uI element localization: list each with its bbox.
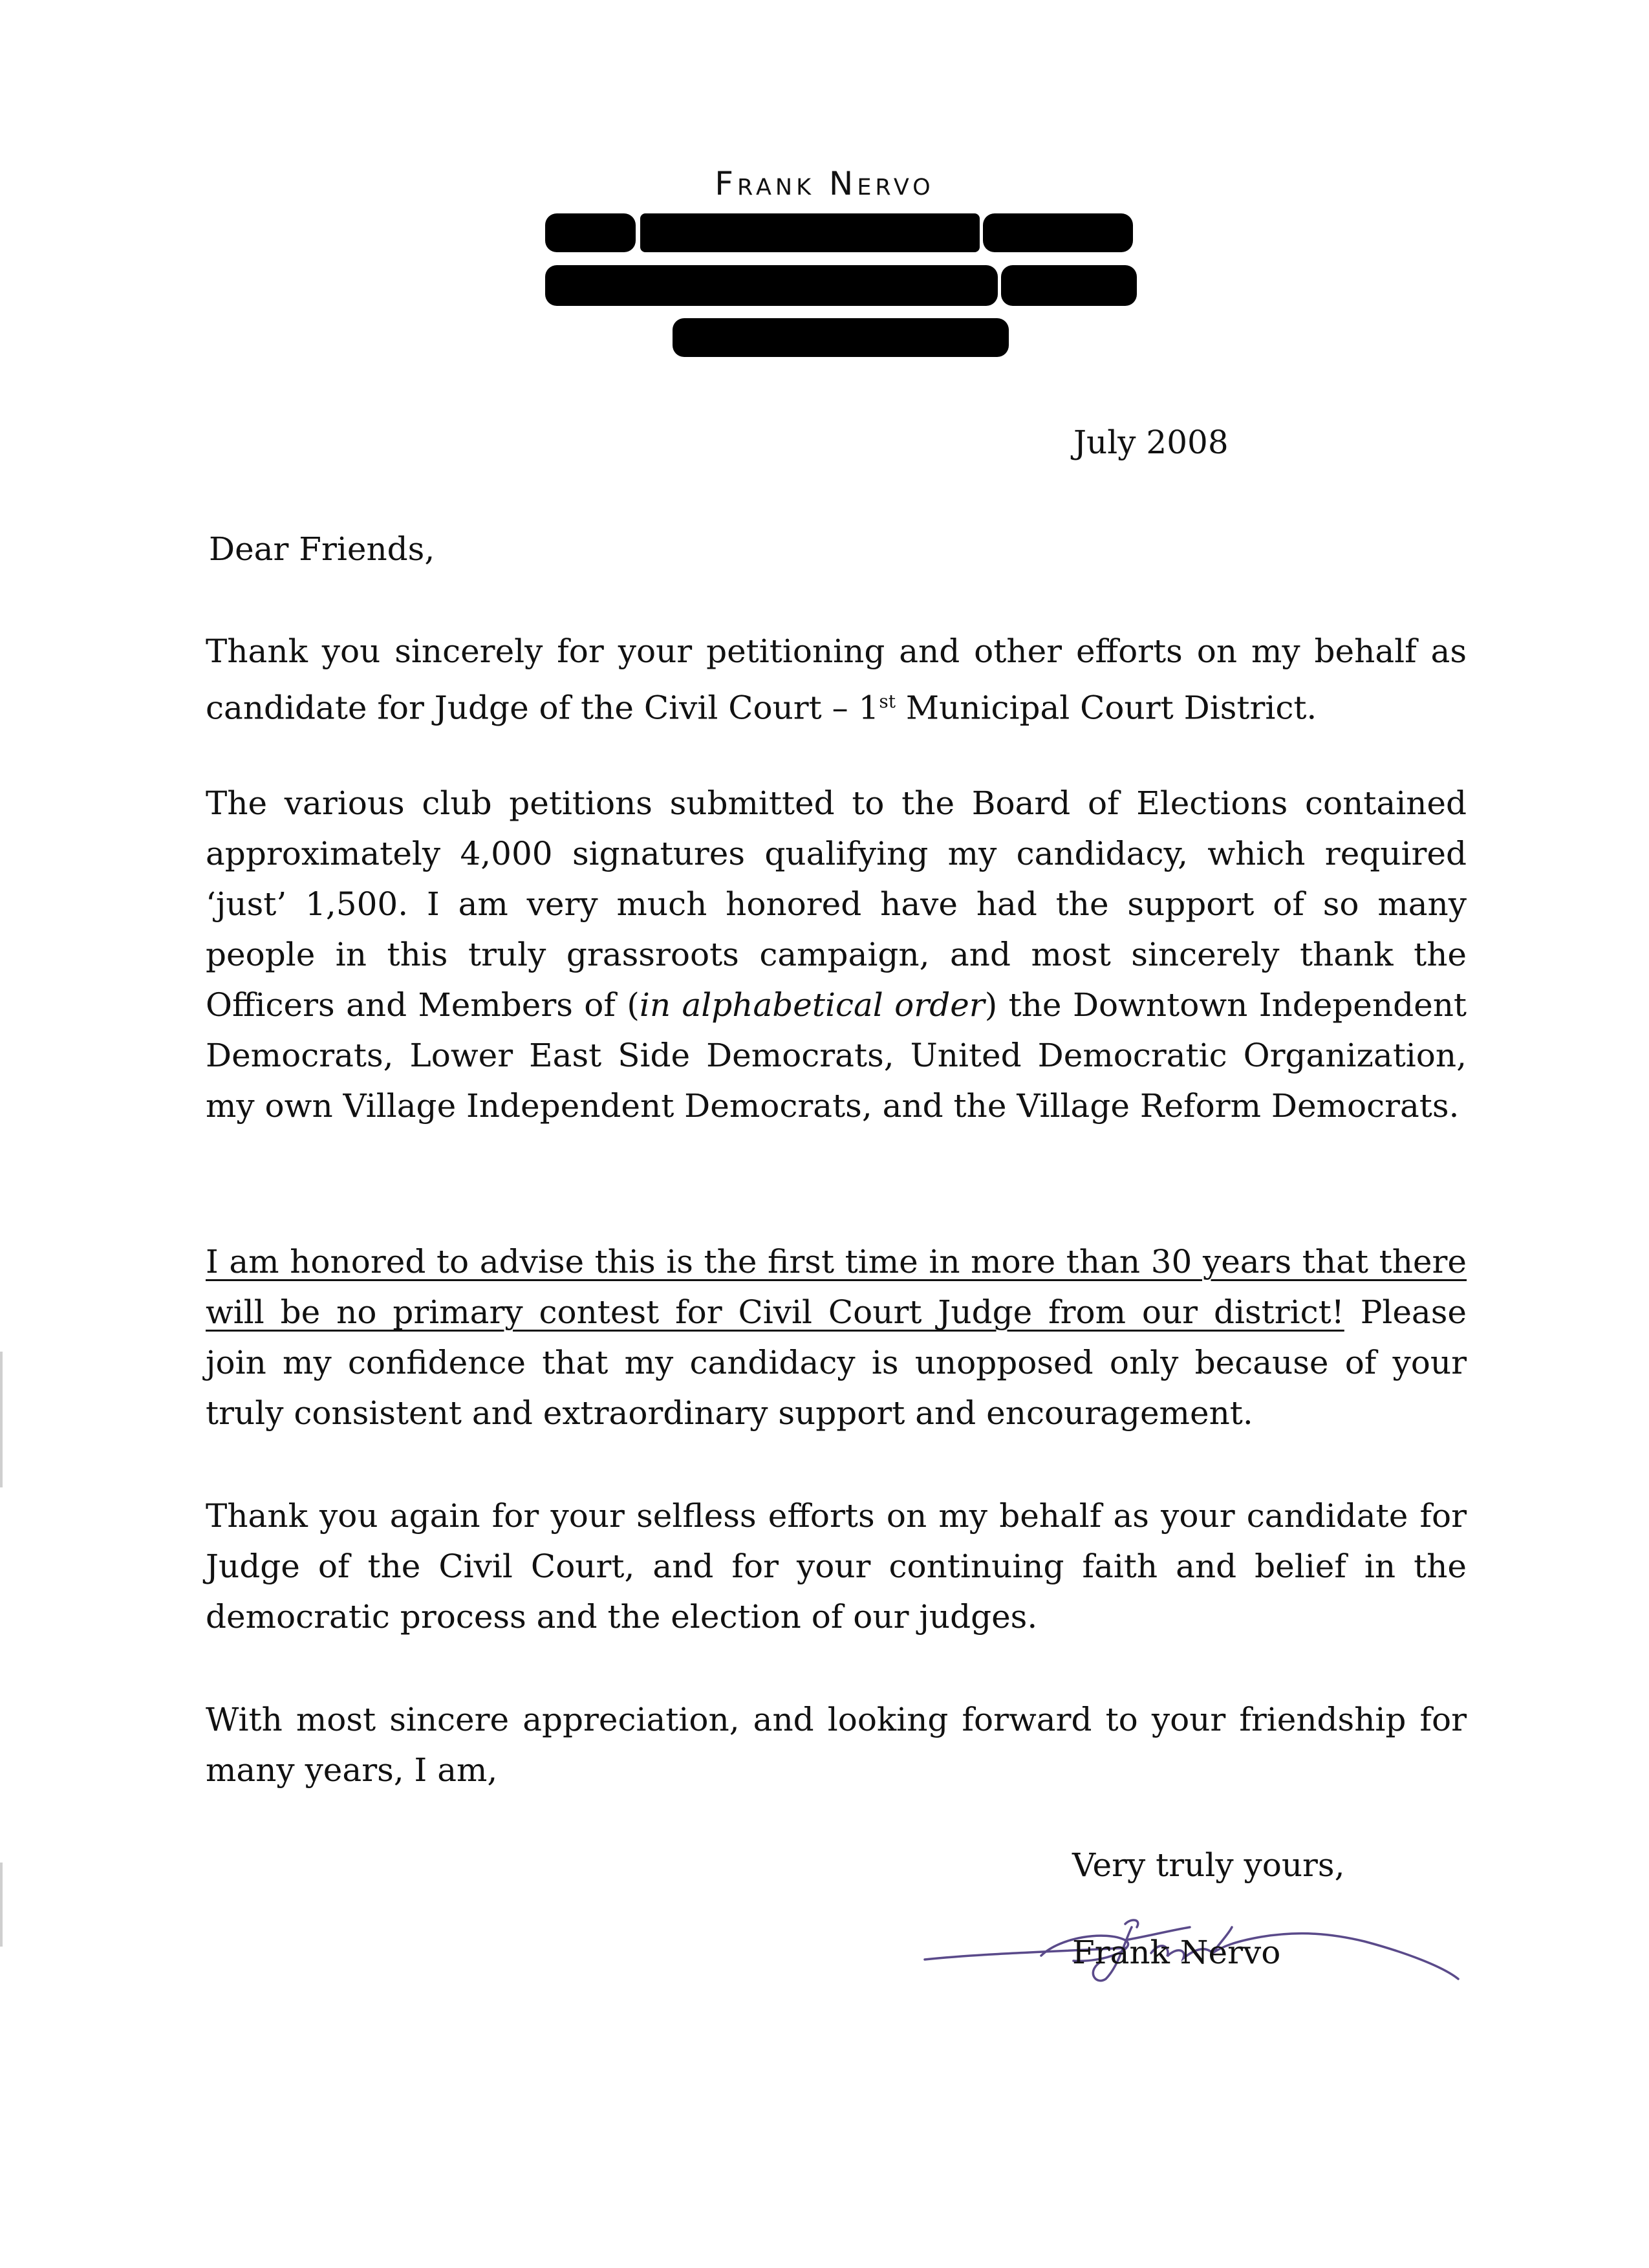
- scan-edge-mark: [0, 1352, 3, 1487]
- paragraph-text: With most sincere appreciation, and looking forward to your friendship for many years, I am,: [206, 1701, 1467, 1789]
- paragraph-text: The various club petitions submitted to the Board of Elections contained approximately 4,000 signatures qualifying my candidacy, which required ‘just’ 1,500. I am very much honored have had the support of so many people in this truly grassroots campaign, and most sincerely thank the Officers and Members of (: [206, 784, 1467, 1024]
- salutation: Dear Friends,: [209, 530, 435, 568]
- paragraph-unopposed: [206, 1237, 1467, 1438]
- letter-date: July 2008: [1073, 424, 1229, 461]
- paragraph-thanks: [206, 626, 1467, 733]
- scan-edge-mark: [0, 1863, 3, 1947]
- italic-phrase: in alphabetical order: [639, 986, 985, 1024]
- paragraph-text: Please join my confidence that my candidacy is unopposed only because of your truly consistent and extraordinary support and encouragement.: [206, 1293, 1467, 1432]
- paragraph-text: Thank you sincerely for your petitioning and other efforts on my behalf as candidate for Judge of the Civil Court – 1: [206, 632, 1467, 727]
- paragraph-text: Municipal Court District.: [895, 689, 1317, 727]
- signer-name: Frank Nervo: [1072, 1934, 1281, 1971]
- redaction-bar: [545, 265, 998, 306]
- closing-line: Very truly yours,: [1072, 1846, 1345, 1884]
- paragraph-text: ) the Downtown Independent Democrats, Lower East Side Democrats, United Democratic Organization, my own Village Independent Democrats, and the Village Reform Democrats.: [206, 986, 1467, 1125]
- paragraph-petitions: [206, 778, 1467, 1131]
- redaction-bar: [545, 213, 636, 252]
- redaction-bar: [983, 213, 1133, 252]
- letterhead-name: Frank Nervo: [715, 165, 934, 202]
- ordinal-suffix: st: [879, 691, 896, 712]
- paragraph-appreciation: [206, 1694, 1467, 1795]
- paragraph-text: Thank you again for your selfless efforts on my behalf as your candidate for Judge of the Civil Court, and for your continuing faith and belief in the democratic process and the election of our judges.: [206, 1497, 1467, 1636]
- paragraph-thanks-again: [206, 1491, 1467, 1642]
- redaction-bar: [1001, 265, 1137, 306]
- redaction-bar: [673, 318, 1009, 357]
- underlined-statement: I am honored to advise this is the first time in more than 30 years that there will be no primary contest for Civil Court Judge from our district!: [206, 1243, 1467, 1331]
- redaction-bar: [640, 213, 980, 252]
